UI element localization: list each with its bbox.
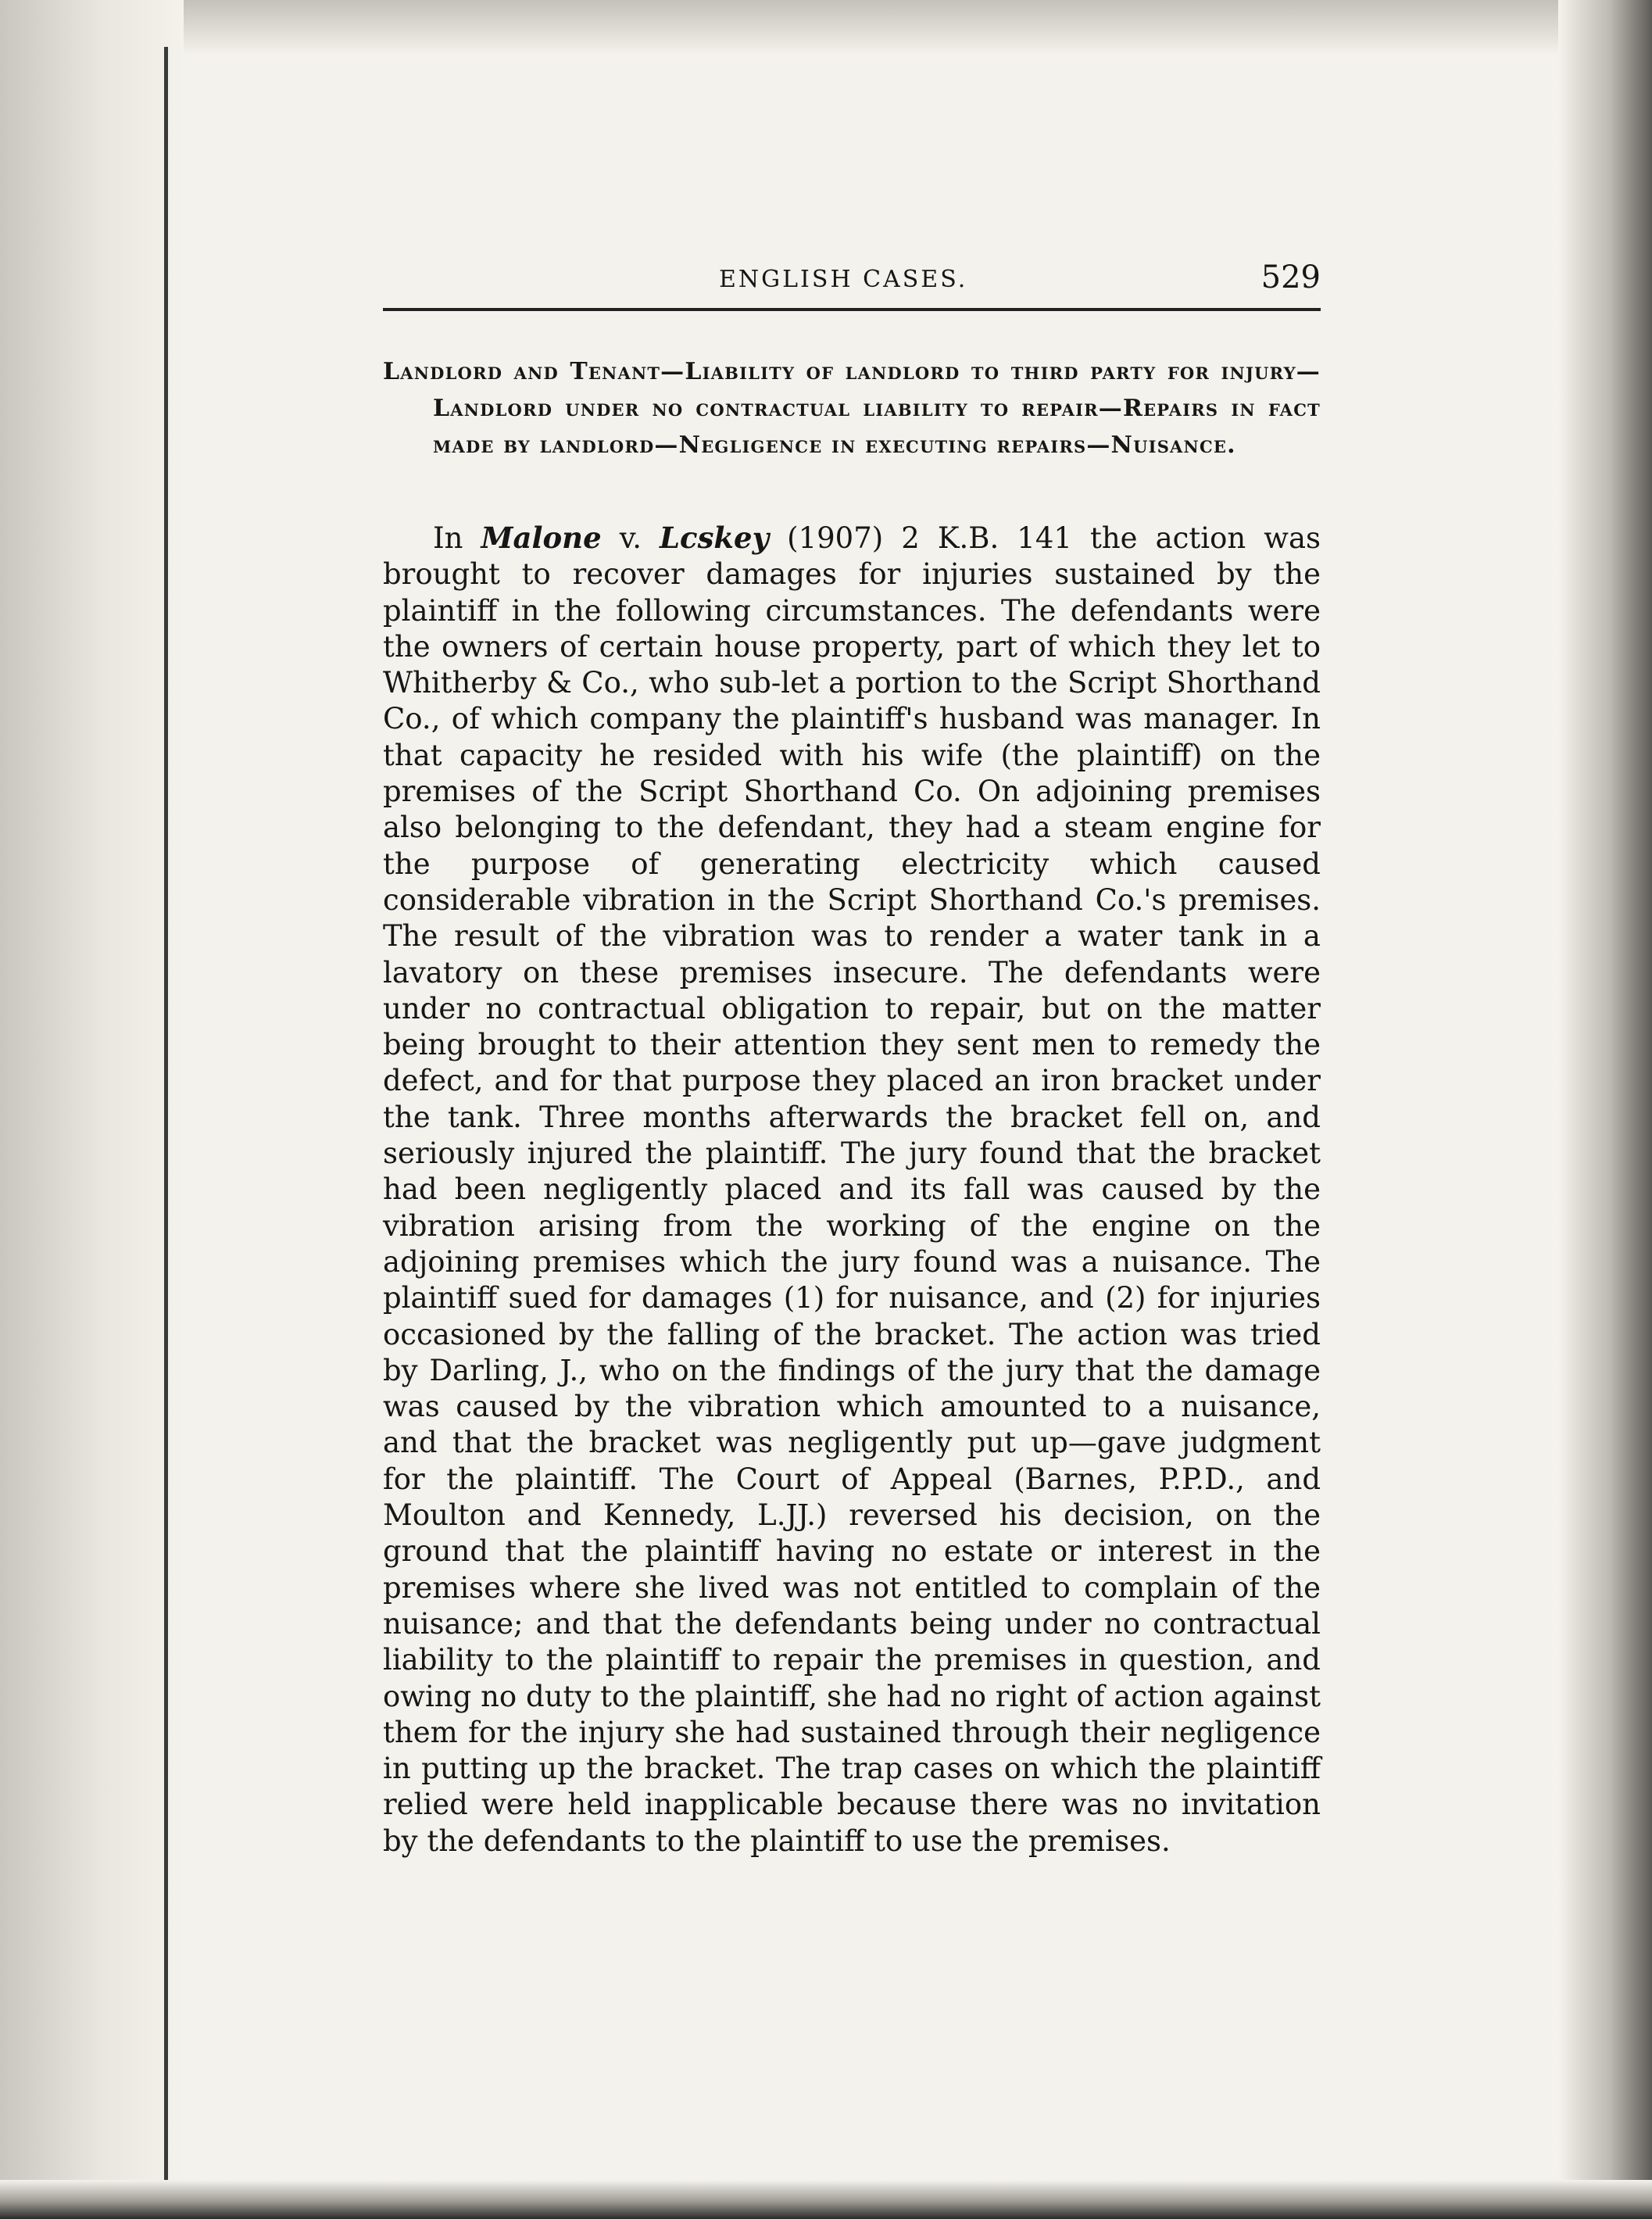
- header-rule: [383, 308, 1321, 311]
- page-number: 529: [1260, 259, 1321, 295]
- case-summary: [383, 520, 1321, 1859]
- book-page: [383, 259, 1321, 1858]
- binding-line: [164, 47, 168, 2189]
- case-summary-paragraph: [383, 520, 1321, 1859]
- running-title: ENGLISH CASES.: [719, 266, 968, 293]
- paragraph-text: (1907) 2 K.B. 141 the action was brought to recover damages for injuries sustained by the plaintiff in the following circumstances. The defendants were the owners of certain house property, part of which they let to Whitherby & Co., who sub-let a portion to the Script Shorthand Co., of which company the plaintiff's husband was manager. In that capacity he resided with his wife (the plaintiff) on the premises of the Script Shorthand Co. On adjoining premises also belonging to the defendant, they had a steam engine for the purpose of generating electricity which caused considerable vibration in the Script Shorthand Co.'s premises. The result of the vibration was to render a water tank in a lavatory on these premises insecure. The defendants were under no contractual obligation to repair, but on the matter being brought to their attention they sent men to remedy the defect, and for that purpose they placed an iron bracket under the tank. Three months afterwards the bracket fell on, and seriously injured the plaintiff. The jury found that the bracket had been negligently placed and its fall was caused by the vibration arising from the working of the engine on the adjoining premises which the jury found was a nuisance. The plaintiff sued for damages (1) for nuisance, and (2) for injuries occasioned by the falling of the bracket. The action was tried by Darling, J., who on the findings of the jury that the damage was caused by the vibration which amounted to a nuisance, and that the bracket was negligently put up—gave judgment for the plaintiff. The Court of Appeal (Barnes, P.P.D., and Moulton and Kennedy, L.JJ.) reversed his decision, on the ground that the plaintiff having no estate or interest in the premises where she lived was not entitled to complain of the nuisance; and that the defendants being under no contractual liability to the plaintiff to repair the premises in question, and owing no duty to the plaintiff, she had no right of action against them for the injury she had sustained through their negligence in putting up the bracket. The trap cases on which the plaintiff relied were held inapplicable because there was no invitation by the defendants to the plaintiff to use the premises.: [383, 521, 1321, 1858]
- scan-edge-top: [0, 0, 1652, 55]
- scan-edge-right: [1558, 0, 1652, 2219]
- case-headnote: Landlord and Tenant—Liability of landlord to third party for injury—Landlord under no contractual liability to repair—Repairs in fact made by landlord—Negligence in executing repairs—Nuisance.: [383, 358, 1321, 459]
- intro-text: In: [433, 521, 481, 555]
- running-head: [383, 259, 1321, 299]
- case-party-lcskey: Lcskey: [660, 521, 770, 555]
- versus-text: v.: [601, 521, 660, 555]
- scan-edge-left: [0, 0, 184, 2219]
- case-party-malone: Malone: [481, 521, 602, 555]
- scan-edge-bottom: [0, 2180, 1652, 2219]
